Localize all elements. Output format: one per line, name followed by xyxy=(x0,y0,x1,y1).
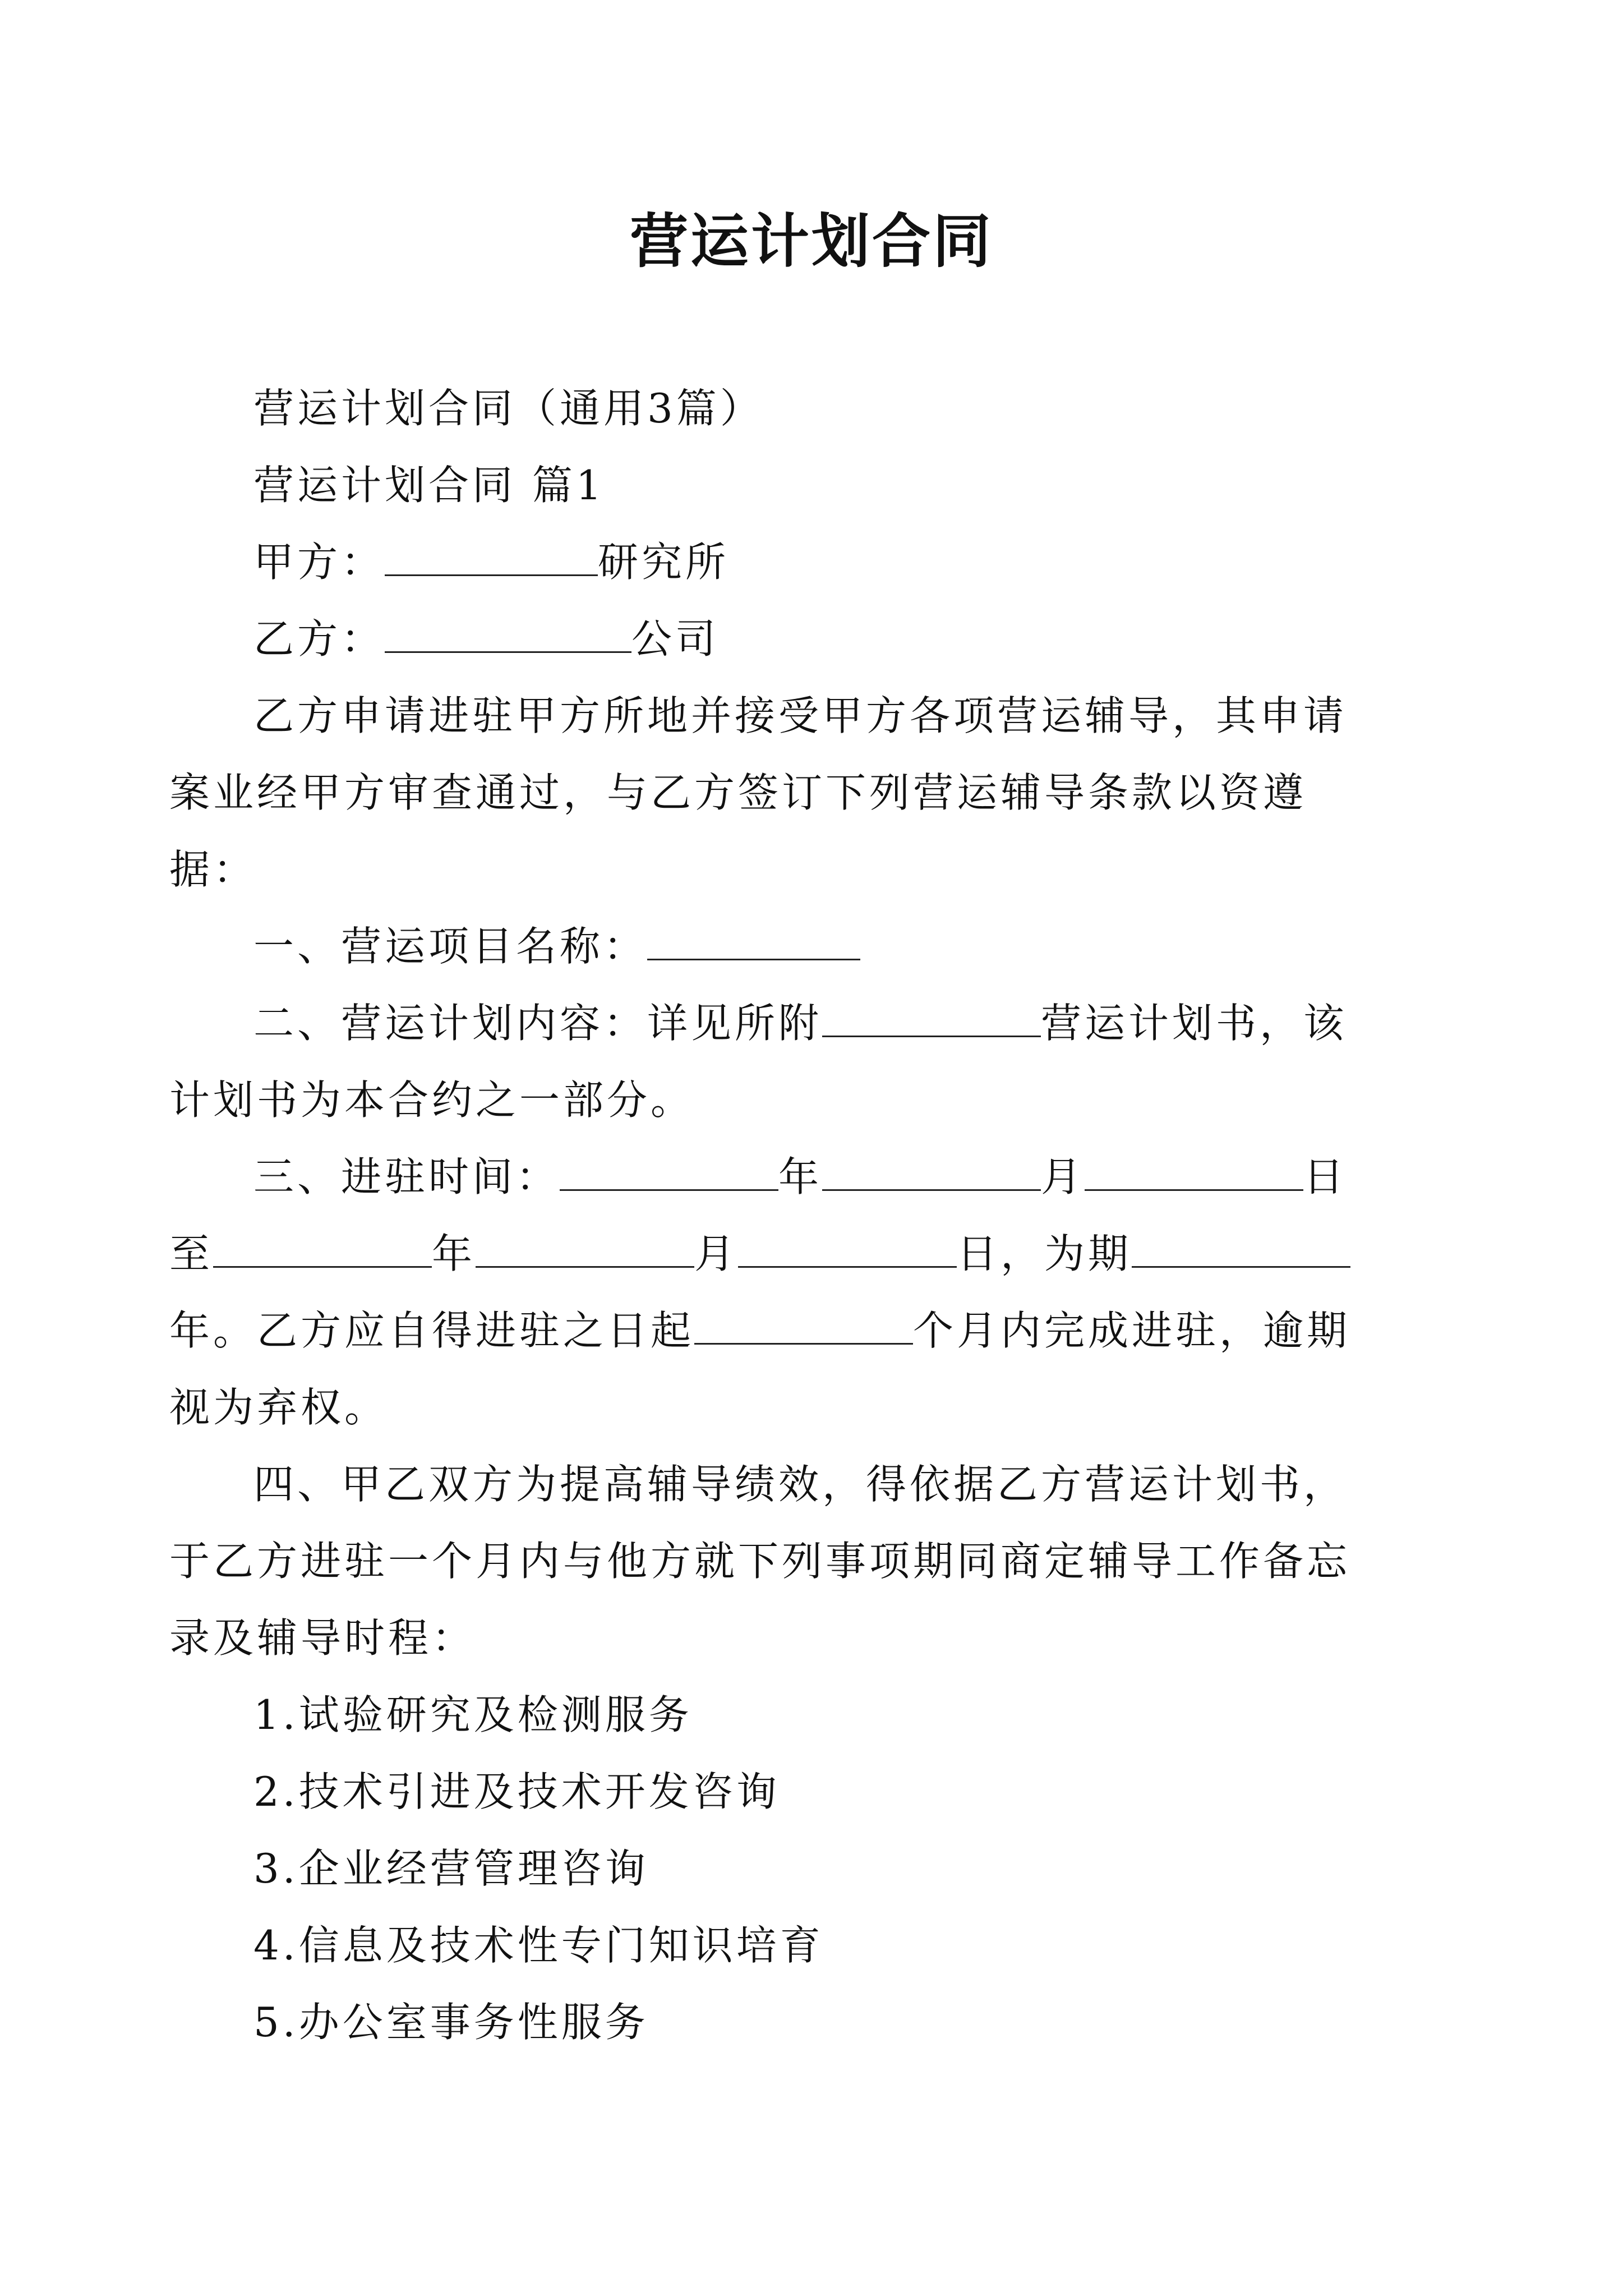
clause-3-day-to: 日至 xyxy=(169,1153,1348,1277)
list-item: 4.信息及技术性专门知识培育 xyxy=(253,1922,824,1969)
clause-2-blank xyxy=(822,999,1041,1037)
document-title: 营运计划合同 xyxy=(629,206,993,275)
clause-3-blank-month2 xyxy=(476,1229,694,1268)
intro-paragraph: 乙方申请进驻甲方所地并接受甲方各项营运辅导，其申请案业经甲方审查通过，与乙方签订下列营运辅导条款以资遵据： xyxy=(169,692,1348,893)
document-subtitle: 营运计划合同（通用3篇） xyxy=(253,385,764,432)
clause-3-blank-day2 xyxy=(738,1229,957,1268)
party-a-blank xyxy=(385,537,598,576)
clause-3-blank-month xyxy=(822,1152,1041,1191)
section-heading: 营运计划合同 篇1 xyxy=(253,462,605,509)
clause-3-blank-day xyxy=(1085,1152,1303,1191)
clause-1-label: 一、营运项目名称： xyxy=(253,923,648,970)
clause-3-month2: 月 xyxy=(694,1230,739,1277)
party-b-line xyxy=(253,601,1375,678)
list-item: 2.技术引进及技术开发咨询 xyxy=(253,1768,780,1815)
clause-3-year-period: 年。乙方应自得进驻之日起 xyxy=(169,1307,695,1354)
party-a-suffix: 研究所 xyxy=(598,539,730,586)
clause-2 xyxy=(169,985,1375,1139)
clause-4: 四、甲乙双方为提高辅导绩效，得依据乙方营运计划书，于乙方进驻一个月内与他方就下列事项期同商定辅导工作备忘录及辅导时程： xyxy=(169,1461,1351,1662)
clause-3-day-period: 日，为期 xyxy=(957,1230,1132,1277)
clause-3-suffix: 个月内完成进驻，逾期视为弃权。 xyxy=(169,1307,1351,1431)
list-item: 3.企业经营管理咨询 xyxy=(253,1845,649,1892)
clause-3-blank-months xyxy=(694,1306,913,1345)
clause-2-prefix: 二、营运计划内容：详见所附 xyxy=(253,1000,823,1047)
clause-3-blank-year xyxy=(560,1152,778,1191)
clause-1-blank xyxy=(647,922,860,960)
document-body xyxy=(169,370,1375,2061)
clause-2-suffix: 营运计划书，该计划书为本合约之一部分。 xyxy=(169,1000,1348,1124)
clause-1 xyxy=(253,908,1375,985)
party-b-blank xyxy=(385,614,631,653)
party-b-label: 乙方： xyxy=(253,615,385,662)
party-a-line xyxy=(253,524,1375,601)
clause-3-year: 年 xyxy=(778,1153,823,1200)
clause-3-blank-year2 xyxy=(213,1229,432,1268)
list-item: 1.试验研究及检测服务 xyxy=(253,1691,693,1738)
clause-3-blank-period xyxy=(1132,1229,1350,1268)
party-a-label: 甲方： xyxy=(253,539,385,586)
clause-3 xyxy=(169,1139,1375,1446)
clause-3-prefix: 三、进驻时间： xyxy=(253,1153,560,1200)
clause-3-year2: 年 xyxy=(432,1230,476,1277)
clause-3-month: 月 xyxy=(1041,1153,1085,1200)
party-b-suffix: 公司 xyxy=(631,615,720,662)
list-item: 5.办公室事务性服务 xyxy=(253,1999,649,2046)
